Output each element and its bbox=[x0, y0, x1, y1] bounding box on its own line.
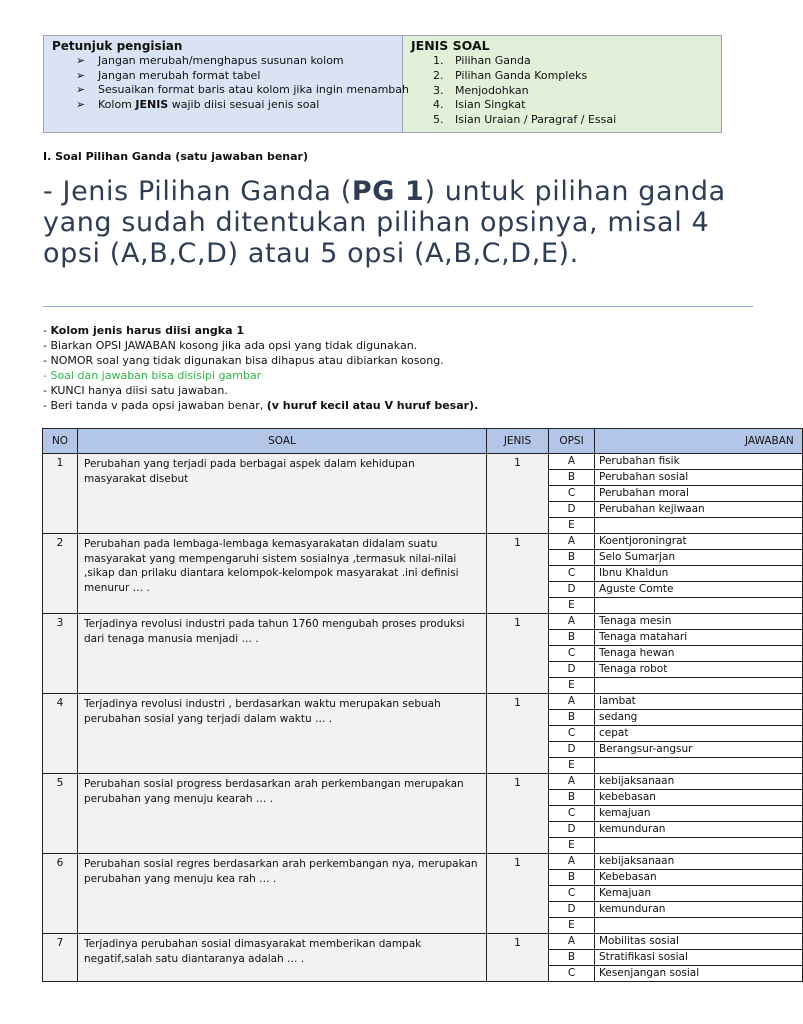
question-type-label: Pilihan Ganda bbox=[455, 54, 531, 67]
answer-option[interactable]: Perubahan fisik bbox=[595, 454, 803, 470]
table-row bbox=[43, 454, 803, 470]
question-type-label: Isian Singkat bbox=[455, 98, 526, 112]
option-letter: A bbox=[549, 454, 595, 470]
question-text[interactable]: Terjadinya revolusi industri , berdasarkan waktu merupakan sebuah perubahan sosial yang terjadi dalam waktu … . bbox=[78, 694, 487, 774]
answer-option[interactable]: Tenaga matahari bbox=[595, 630, 803, 646]
option-letter: C bbox=[549, 646, 595, 662]
option-letter: C bbox=[549, 726, 595, 742]
answer-option[interactable]: kebijaksanaan bbox=[595, 854, 803, 870]
heading-divider bbox=[43, 306, 753, 307]
answer-option[interactable]: kemunduran bbox=[595, 822, 803, 838]
answer-option[interactable]: Kebebasan bbox=[595, 870, 803, 886]
note-line-green: - Soal dan jawaban bisa disisipi gambar bbox=[43, 369, 262, 382]
question-text[interactable]: Terjadinya perubahan sosial dimasyarakat memberikan dampak negatif,salah satu diantaranya adalah … . bbox=[78, 934, 487, 982]
instruction-text-part: wajib diisi sesuai jenis soal bbox=[168, 97, 320, 111]
option-letter: E bbox=[549, 758, 595, 774]
instruction-item bbox=[52, 69, 402, 84]
section-title: I. Soal Pilihan Ganda (satu jawaban benar) bbox=[43, 150, 308, 163]
instruction-item bbox=[52, 98, 402, 113]
question-number: 6 bbox=[43, 854, 78, 934]
question-type-cell: 1 bbox=[487, 854, 549, 934]
instruction-text-part: Kolom bbox=[98, 97, 136, 111]
table-row bbox=[43, 694, 803, 710]
table-row bbox=[43, 534, 803, 550]
option-letter: D bbox=[549, 502, 595, 518]
answer-option[interactable]: Perubahan kejiwaan bbox=[595, 502, 803, 518]
instruction-text bbox=[76, 98, 319, 113]
option-letter: E bbox=[549, 918, 595, 934]
header-no: NO bbox=[43, 429, 78, 454]
note-line: - KUNCI hanya diisi satu jawaban. bbox=[43, 384, 228, 397]
answer-option[interactable]: Selo Sumarjan bbox=[595, 550, 803, 566]
heading-code: PG 1 bbox=[351, 176, 425, 207]
answer-option[interactable]: Tenaga mesin bbox=[595, 614, 803, 630]
question-number: 5 bbox=[43, 774, 78, 854]
note-dash: - bbox=[43, 324, 51, 337]
heading-text: - Jenis Pilihan Ganda ( bbox=[43, 176, 352, 207]
question-text[interactable]: Perubahan sosial regres berdasarkan arah perkembangan nya, merupakan perubahan yang menuju kea rah … . bbox=[78, 854, 487, 934]
answer-option[interactable]: Tenaga hewan bbox=[595, 646, 803, 662]
option-letter: B bbox=[549, 550, 595, 566]
answer-option[interactable]: Kesenjangan sosial bbox=[595, 966, 803, 982]
table-row bbox=[43, 934, 803, 950]
option-letter: A bbox=[549, 854, 595, 870]
answer-option[interactable]: Perubahan moral bbox=[595, 486, 803, 502]
header-jawaban: JAWABAN bbox=[595, 429, 803, 454]
header-jenis: JENIS bbox=[487, 429, 549, 454]
option-letter: C bbox=[549, 566, 595, 582]
option-letter: A bbox=[549, 534, 595, 550]
question-type-number: 1. bbox=[433, 54, 444, 67]
option-letter: D bbox=[549, 582, 595, 598]
question-type-number: 3. bbox=[433, 83, 444, 97]
note-bold: Kolom jenis harus diisi angka 1 bbox=[50, 324, 244, 337]
question-types-list bbox=[411, 54, 721, 128]
answer-option[interactable]: lambat bbox=[595, 694, 803, 710]
instruction-text: Jangan merubah format tabel bbox=[98, 68, 261, 82]
question-type-cell: 1 bbox=[487, 934, 549, 982]
question-text[interactable]: Terjadinya revolusi industri pada tahun 1760 mengubah proses produksi dari tenaga manusia menjadi … . bbox=[78, 614, 487, 694]
note-line bbox=[43, 398, 478, 413]
instructions-title: Petunjuk pengisian bbox=[52, 39, 183, 53]
option-letter: C bbox=[549, 886, 595, 902]
answer-option[interactable]: kebebasan bbox=[595, 790, 803, 806]
question-number: 1 bbox=[43, 454, 78, 534]
question-type-number: 2. bbox=[433, 68, 444, 82]
answer-option[interactable]: Ibnu Khaldun bbox=[595, 566, 803, 582]
note-line bbox=[43, 323, 478, 338]
question-text[interactable]: Perubahan sosial progress berdasarkan arah perkembangan merupakan perubahan yang menuju kearah … . bbox=[78, 774, 487, 854]
option-letter: A bbox=[549, 774, 595, 790]
option-letter: E bbox=[549, 678, 595, 694]
instruction-item bbox=[52, 54, 402, 69]
filling-instructions bbox=[44, 36, 409, 132]
option-letter: E bbox=[549, 518, 595, 534]
instruction-text: Sesuaikan format baris atau kolom jika ingin menambah bbox=[98, 83, 409, 97]
arrow-bullet-icon: ➢ bbox=[76, 83, 86, 97]
answer-option[interactable]: Stratifikasi sosial bbox=[595, 950, 803, 966]
option-letter: D bbox=[549, 662, 595, 678]
question-type-cell: 1 bbox=[487, 774, 549, 854]
table-row bbox=[43, 854, 803, 870]
notes bbox=[43, 323, 478, 413]
table-row bbox=[43, 614, 803, 630]
question-type-cell: 1 bbox=[487, 454, 549, 534]
option-letter: B bbox=[549, 630, 595, 646]
option-letter: D bbox=[549, 822, 595, 838]
question-table bbox=[42, 428, 803, 982]
answer-option[interactable] bbox=[595, 518, 803, 534]
answer-option[interactable]: kebijaksanaan bbox=[595, 774, 803, 790]
option-letter: B bbox=[549, 790, 595, 806]
option-letter: B bbox=[549, 950, 595, 966]
answer-option[interactable]: cepat bbox=[595, 726, 803, 742]
question-type-item bbox=[411, 113, 721, 128]
header-soal: SOAL bbox=[78, 429, 487, 454]
option-letter: E bbox=[549, 598, 595, 614]
arrow-bullet-icon: ➢ bbox=[76, 68, 86, 82]
question-type-number: 5. bbox=[433, 113, 444, 127]
option-letter: C bbox=[549, 806, 595, 822]
question-type-item bbox=[411, 84, 721, 99]
table-header-row bbox=[43, 429, 803, 454]
instructions-list bbox=[52, 54, 409, 112]
question-type-item bbox=[411, 54, 721, 69]
option-letter: A bbox=[549, 614, 595, 630]
question-type-item bbox=[411, 98, 721, 113]
question-table-body bbox=[43, 454, 803, 982]
option-letter: B bbox=[549, 870, 595, 886]
option-letter: C bbox=[549, 486, 595, 502]
instruction-item bbox=[52, 83, 409, 98]
answer-option[interactable]: Berangsur-angsur bbox=[595, 742, 803, 758]
note-line: - Biarkan OPSI JAWABAN kosong jika ada opsi yang tidak digunakan. bbox=[43, 339, 418, 352]
answer-option[interactable]: kemunduran bbox=[595, 902, 803, 918]
note-line: - NOMOR soal yang tidak digunakan bisa dihapus atau dibiarkan kosong. bbox=[43, 354, 444, 367]
option-letter: A bbox=[549, 934, 595, 950]
instruction-text: Jangan merubah/menghapus susunan kolom bbox=[98, 54, 344, 67]
option-letter: D bbox=[549, 742, 595, 758]
instruction-text-part: JENIS bbox=[135, 97, 169, 111]
option-letter: D bbox=[549, 902, 595, 918]
option-letter: C bbox=[549, 966, 595, 982]
question-type-cell: 1 bbox=[487, 614, 549, 694]
answer-option[interactable]: Kemajuan bbox=[595, 886, 803, 902]
question-text[interactable]: Perubahan pada lembaga-lembaga kemasyarakatan didalam suatu masyarakat yang mempengaruhi sistem sosialnya ,termasuk nilai-nilai ,sikap dan prilaku diantara kelompok-kelompok masyarakat .ini definisi menurur … . bbox=[78, 534, 487, 614]
question-number: 4 bbox=[43, 694, 78, 774]
note-bold: (v huruf kecil atau V huruf besar). bbox=[266, 399, 479, 412]
answer-option[interactable] bbox=[595, 918, 803, 934]
answer-option[interactable] bbox=[595, 838, 803, 854]
question-text[interactable]: Perubahan yang terjadi pada berbagai aspek dalam kehidupan masyarakat disebut bbox=[78, 454, 487, 534]
question-number: 7 bbox=[43, 934, 78, 982]
answer-option[interactable] bbox=[595, 598, 803, 614]
option-letter: B bbox=[549, 710, 595, 726]
question-type-item bbox=[411, 69, 721, 84]
answer-option[interactable] bbox=[595, 678, 803, 694]
arrow-bullet-icon: ➢ bbox=[76, 97, 86, 111]
question-number: 3 bbox=[43, 614, 78, 694]
heading-text-end: ) untuk pilihan ganda yang sudah ditentukan pilihan opsinya, misal 4 opsi (A,B,C,D) atau 5 opsi (A,B,C,D,E). bbox=[43, 176, 726, 269]
question-number: 2 bbox=[43, 534, 78, 614]
answer-option[interactable] bbox=[595, 758, 803, 774]
answer-option[interactable]: Koentjoroningrat bbox=[595, 534, 803, 550]
question-type-label: Menjodohkan bbox=[455, 83, 529, 97]
option-letter: A bbox=[549, 694, 595, 710]
answer-option[interactable]: Aguste Comte bbox=[595, 582, 803, 598]
answer-option[interactable]: Mobilitas sosial bbox=[595, 934, 803, 950]
option-letter: B bbox=[549, 470, 595, 486]
question-types-title: JENIS SOAL bbox=[411, 38, 490, 53]
question-type-label: Pilihan Ganda Kompleks bbox=[455, 68, 588, 82]
question-type-cell: 1 bbox=[487, 694, 549, 774]
header-opsi: OPSI bbox=[549, 429, 595, 454]
answer-option[interactable]: Tenaga robot bbox=[595, 662, 803, 678]
question-type-number: 4. bbox=[433, 98, 444, 112]
answer-option[interactable]: kemajuan bbox=[595, 806, 803, 822]
question-type-label: Isian Uraian / Paragraf / Essai bbox=[455, 113, 617, 127]
question-types bbox=[403, 36, 721, 132]
option-letter: E bbox=[549, 838, 595, 854]
question-type-cell: 1 bbox=[487, 534, 549, 614]
arrow-bullet-icon: ➢ bbox=[76, 54, 86, 67]
table-row bbox=[43, 774, 803, 790]
instructions-box bbox=[43, 35, 722, 133]
answer-option[interactable]: Perubahan sosial bbox=[595, 470, 803, 486]
answer-option[interactable]: sedang bbox=[595, 710, 803, 726]
type-heading bbox=[43, 176, 733, 269]
note-text: - Beri tanda v pada opsi jawaban benar, bbox=[43, 399, 267, 412]
